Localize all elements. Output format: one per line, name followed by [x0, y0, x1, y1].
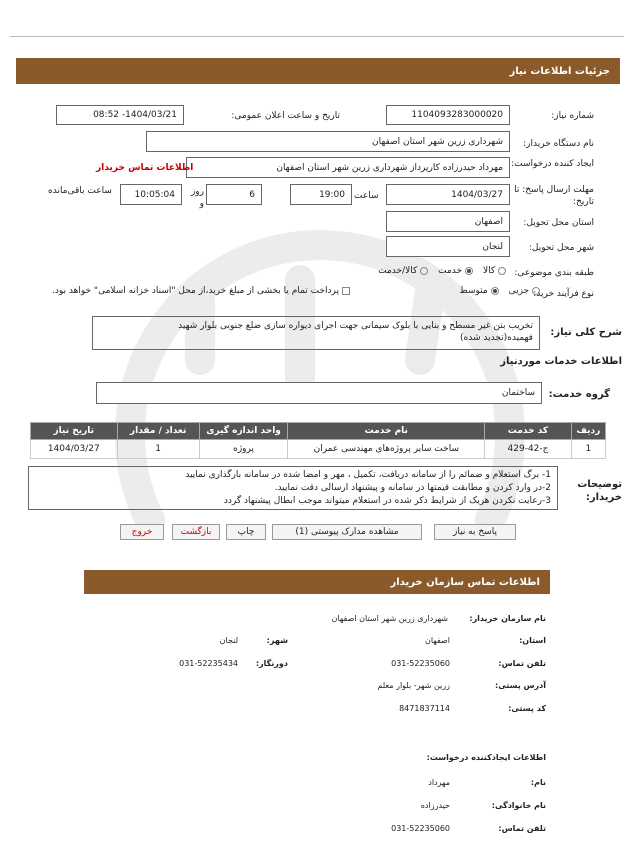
table-row — [31, 440, 606, 459]
category-option-goods[interactable]: کالا — [483, 266, 506, 276]
creator-phone-label: تلفن تماس: — [498, 824, 546, 833]
cell-row: 1 — [571, 440, 605, 459]
buyer-note-1: 1- برگ استعلام و ضمائم را از سامانه دریافت، تکمیل ، مهر و امضا شده در سامانه بارگذاری نمایید — [185, 470, 551, 480]
contact-title: اطلاعات تماس سازمان خریدار — [390, 576, 540, 588]
contact-address-value: زرین شهر- بلوار معلم — [377, 681, 450, 690]
deadline-date-field: 1404/03/27 — [386, 184, 510, 205]
creator-info-title: اطلاعات ایجادکننده درخواست: — [426, 753, 546, 762]
cell-date: 1404/03/27 — [31, 440, 118, 459]
table-header-row — [31, 423, 606, 440]
attachments-button[interactable]: مشاهده مدارک پیوستی (1) — [272, 524, 422, 540]
creator-phone-value: 031-52235060 — [391, 824, 450, 833]
contact-phone-value: 031-52235060 — [391, 659, 450, 668]
radio-icon — [491, 287, 499, 295]
col-date: تاریخ نیاز — [31, 423, 118, 440]
buyer-notes-label: توضیحات خریدار: — [577, 479, 622, 503]
col-code: کد خدمت — [485, 423, 571, 440]
cell-qty: 1 — [117, 440, 199, 459]
description-label: شرح کلی نیاز: — [550, 327, 622, 338]
days-field: 6 — [206, 184, 262, 205]
contact-org-label: نام سازمان خریدار: — [469, 614, 546, 623]
buyer-note-2: 2-در وارد کردن و مطابقت قیمتها در سامانه و پیشنهاد ارسالی دقت نمایید. — [274, 483, 551, 493]
remaining-label: ساعت باقی‌مانده — [48, 186, 112, 196]
buyer-org-field: شهرداری زرین شهر استان اصفهان — [146, 131, 510, 152]
creator-name-label: نام: — [530, 778, 546, 787]
contact-link[interactable]: اطلاعات تماس خریدار — [96, 163, 194, 173]
cell-unit: پروژه — [199, 440, 288, 459]
buyer-note-3: 3-رعایت نکردن هریک از شرایط ذکر شده در استعلام میتواند موجب ابطال پیشنهاد گردد — [223, 496, 551, 506]
province-field: اصفهان — [386, 211, 510, 232]
cell-name: ساخت سایر پروژه‌های مهندسی عمران — [288, 440, 485, 459]
contact-header — [84, 570, 550, 594]
creator-label: ایجاد کننده درخواست: — [511, 159, 594, 169]
section-title: جزئیات اطلاعات نیاز — [509, 65, 610, 77]
days-label: روز و — [190, 187, 204, 209]
contact-address-label: آدرس پستی: — [495, 681, 546, 690]
contact-city-label: شهر: — [266, 636, 288, 645]
contact-province-label: استان: — [519, 636, 546, 645]
contact-fax-label: دورنگار: — [255, 659, 288, 668]
radio-icon — [532, 287, 540, 295]
purchase-option-minor[interactable]: جزیی — [509, 286, 540, 296]
cell-code: ج-42-429 — [485, 440, 571, 459]
description-box — [92, 316, 540, 350]
category-label: طبقه بندی موضوعی: — [514, 268, 594, 278]
contact-postal-label: کد پستی: — [508, 704, 546, 713]
back-button[interactable]: بازگشت — [172, 524, 220, 540]
checkbox-icon[interactable] — [342, 287, 350, 295]
section-header — [16, 58, 620, 84]
payment-note: پرداخت تمام یا بخشی از مبلغ خرید،از محل "اسناد خزانه اسلامی" خواهد بود. — [52, 286, 350, 296]
city-label: شهر محل تحویل: — [528, 243, 594, 253]
service-group-field: ساختمان — [96, 382, 542, 404]
col-unit: واحد اندازه گیری — [199, 423, 288, 440]
purchase-type-label: نوع فرآیند خرید: — [533, 289, 594, 299]
description-line2: فهمیده(تجدید شده) — [460, 333, 533, 343]
contact-city-value: لنجان — [219, 636, 238, 645]
radio-icon — [420, 267, 428, 275]
buyer-org-label: نام دستگاه خریدار: — [523, 139, 594, 149]
city-field: لنجان — [386, 236, 510, 257]
col-name: نام خدمت — [288, 423, 485, 440]
category-options — [330, 266, 506, 276]
contact-fax-value: 031-52235434 — [179, 659, 238, 668]
need-number-label: شماره نیاز: — [551, 111, 594, 121]
service-group-label: گروه خدمت: — [548, 389, 610, 400]
col-qty: تعداد / مقدار — [117, 423, 199, 440]
contact-postal-value: 8471837114 — [399, 704, 450, 713]
creator-name-value: مهرداد — [428, 778, 450, 787]
deadline-time-field: 19:00 — [290, 184, 352, 205]
description-line1: تخریب بتن غیر مسطح و بنایی با بلوک سیمانی جهت اجرای دیواره سازی ضلع جنوبی بلوار شهید — [178, 321, 533, 331]
exit-button[interactable]: خروج — [120, 524, 164, 540]
time-label: ساعت — [354, 191, 379, 201]
buyer-notes-box — [28, 466, 558, 510]
purchase-option-medium[interactable]: متوسط — [459, 286, 498, 296]
radio-icon — [465, 267, 473, 275]
announce-label: تاریخ و ساعت اعلان عمومی: — [231, 111, 340, 121]
category-option-both[interactable]: کالا/خدمت — [378, 266, 428, 276]
contact-province-value: اصفهان — [424, 636, 450, 645]
creator-family-label: نام خانوادگی: — [491, 801, 546, 810]
need-number-field: 1104093283000020 — [386, 105, 510, 125]
announce-field: 1404/03/21- 08:52 — [56, 105, 184, 125]
province-label: استان محل تحویل: — [523, 218, 594, 228]
contact-phone-label: تلفن تماس: — [498, 659, 546, 668]
contact-org-value: شهرداری زرین شهر استان اصفهان — [331, 614, 448, 623]
services-table — [30, 422, 606, 459]
services-label: اطلاعات خدمات موردنیاز — [500, 356, 622, 367]
purchase-options — [440, 286, 540, 296]
reply-button[interactable]: پاسخ به نیاز — [434, 524, 516, 540]
creator-family-value: حیدرزاده — [420, 801, 450, 810]
creator-field: مهرداد حیدرزاده کارپرداز شهرداری زرین شهر استان اصفهان — [186, 157, 510, 178]
remaining-time-field: 10:05:04 — [120, 184, 182, 205]
col-row: ردیف — [571, 423, 605, 440]
top-divider — [10, 36, 624, 37]
radio-icon — [498, 267, 506, 275]
print-button[interactable]: چاپ — [226, 524, 266, 540]
category-option-service[interactable]: خدمت — [438, 266, 473, 276]
deadline-label: مهلت ارسال پاسخ: تا تاریخ: — [514, 185, 594, 207]
